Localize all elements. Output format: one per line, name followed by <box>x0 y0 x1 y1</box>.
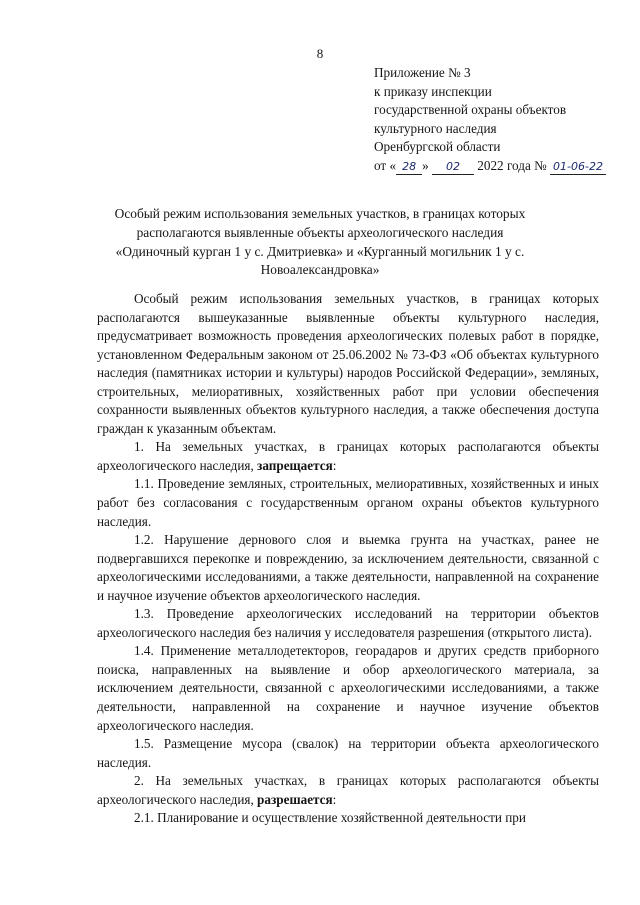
paragraph-2-1: 2.1. Планирование и осуществление хозяйственной деятельности при <box>134 810 526 826</box>
page-number: 8 <box>316 46 324 61</box>
handwritten-order-number: 01-06-22 <box>550 160 606 175</box>
paragraph-1 <box>97 438 599 475</box>
paragraph-1-2: 1.2. Нарушение дернового слоя и выемка грунта на участках, ранее не подвергавшихся перекопке и повреждению, за исключением деятельности, связанной с археологическими исследованиями, а также деятельности, направленной на сохранение и научное изучение объектов археологического наследия. <box>97 532 599 603</box>
paragraph-2-end: : <box>332 791 337 807</box>
paragraph-2-emphasis: разрешается <box>257 791 333 807</box>
appendix-header <box>374 64 624 176</box>
paragraph-1-end: : <box>332 457 337 473</box>
handwritten-month: 02 <box>432 160 474 175</box>
paragraph-2 <box>97 772 599 809</box>
paragraph-2-text: 2. На земельных участках, в границах которых располагаются объекты археологического наследия, <box>97 773 599 807</box>
order-date-line <box>374 157 624 176</box>
date-prefix: от « <box>374 157 397 173</box>
appendix-line: культурного наследия <box>374 120 497 136</box>
document-title: Особый режим использования земельных участков, в границах которых располагаются выявленные объекты археологического наследия «Одиночный курган 1 у с. Дмитриевка» и «Курганный могильник 1 у с. Новоалександровка» <box>114 206 526 278</box>
paragraph-1-5: 1.5. Размещение мусора (свалок) на территории объекта археологического наследия. <box>97 736 599 770</box>
document-body <box>97 290 599 828</box>
paragraph-1-emphasis: запрещается <box>257 457 333 473</box>
handwritten-day: 28 <box>396 160 422 175</box>
appendix-line: Оренбургской области <box>374 139 501 155</box>
appendix-line: государственной охраны объектов <box>374 102 567 118</box>
paragraph-1-3: 1.3. Проведение археологических исследований на территории объектов археологического наследия без наличия у исследователя разрешения (открытого листа). <box>97 606 599 640</box>
appendix-line: Приложение № 3 <box>374 65 471 80</box>
paragraph-1-text: 1. На земельных участках, в границах которых располагаются объекты археологического наследия, <box>97 439 599 473</box>
paragraph-intro: Особый режим использования земельных участков, в границах которых располагаются вышеуказанные выявленные объекты культурного наследия, предусматривает возможность проведения археологических полевых работ в порядке, установленном Федеральным законом от 25.06.2002 № 73-ФЗ «Об объектах культурного наследия (памятниках истории и культуры) народов Российской Федерации», земляных, строительных, мелиоративных, хозяйственных работ при условии обеспечения сохранности выявленных объектов культурного наследия, а также обеспечения доступа граждан к указанным объектам. <box>97 291 599 436</box>
date-year-text: 2022 года № <box>477 157 547 173</box>
paragraph-1-1: 1.1. Проведение земляных, строительных, мелиоративных, хозяйственных и иных работ без согласования с государственным органом охраны объектов культурного наследия. <box>97 476 599 529</box>
date-mid: » <box>422 157 429 173</box>
appendix-line: к приказу инспекции <box>374 83 492 99</box>
paragraph-1-4: 1.4. Применение металлодетекторов, георадаров и других средств приборного поиска, направленных на выявление и обор археологического материала, за исключением деятельности, связанной с археологическими исследованиями, а также деятельности, направленной на сохранение и научное изучение объектов археологического наследия. <box>97 643 599 733</box>
